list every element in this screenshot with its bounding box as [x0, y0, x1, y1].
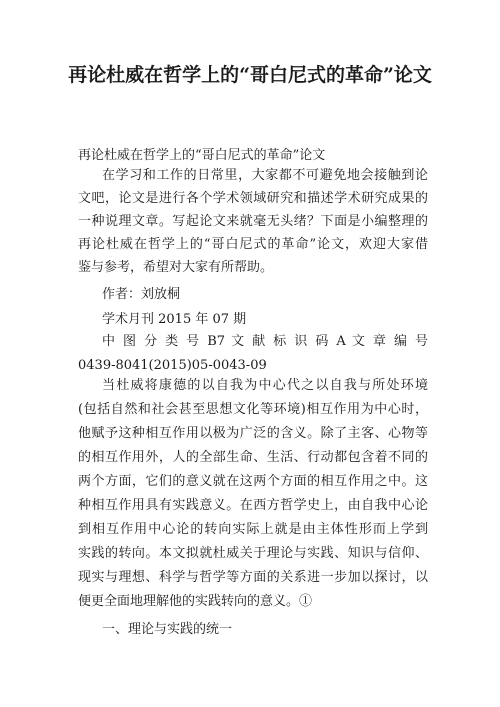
classification-line: 中 图 分 类 号 B7 文 献 标 识 码 A 文 章 编 号: [102, 334, 428, 349]
body-line: 他赋予这种相互作用以极为广泛的含义。除了主客、心物等: [78, 426, 428, 441]
intro-line: 再论杜威在哲学上的“哥白尼式的革命”论文，欢迎大家借: [78, 237, 428, 252]
body-line: 实践的转向。本文拟就杜威关于理论与实践、知识与信仰、: [78, 546, 428, 561]
intro-line: 在学习和工作的日常里，大家都不可避免地会接触到论: [102, 168, 428, 183]
article-number-line: 0439-8041(2015)05-0043-09: [78, 358, 267, 373]
intro-line: 一种说理文章。写起论文来就毫无头绪？下面是小编整理的: [78, 214, 428, 229]
subtitle-line: 再论杜威在哲学上的“哥白尼式的革命”论文: [78, 148, 326, 163]
body-line: 到相互作用中心论的转向实际上就是由主体性形而上学到: [78, 522, 428, 537]
intro-line: 文吧，论文是进行各个学术领域研究和描述学术研究成果的: [78, 191, 428, 206]
body-line: 当杜威将康德的以自我为中心代之以自我与所处环境: [102, 378, 428, 393]
journal-line: 学术月刊 2015 年 07 期: [102, 312, 247, 327]
body-line: 种相互作用具有实践意义。在西方哲学史上，由自我中心论: [78, 498, 428, 513]
intro-line: 鉴与参考，希望对大家有所帮助。: [78, 260, 274, 275]
body-line: 两个方面，它们的意义就在这两个方面的相互作用之中。这: [78, 474, 428, 489]
body-line: 便更全面地理解他的实践转向的意义。①: [78, 594, 313, 609]
body-line: 现实与理想、科学与哲学等方面的关系进一步加以探讨，以: [78, 570, 428, 585]
body-line: (包括自然和社会甚至思想文化等环境)相互作用为中心时，: [78, 402, 428, 417]
document-title: 再论杜威在哲学上的“哥白尼式的革命”论文: [68, 64, 432, 86]
body-line: 的相互作用外，人的全部生命、生活、行动都包含着不同的: [78, 450, 428, 465]
section-heading: 一、理论与实践的统一: [102, 622, 233, 637]
author-line: 作者：刘放桐: [102, 287, 181, 302]
